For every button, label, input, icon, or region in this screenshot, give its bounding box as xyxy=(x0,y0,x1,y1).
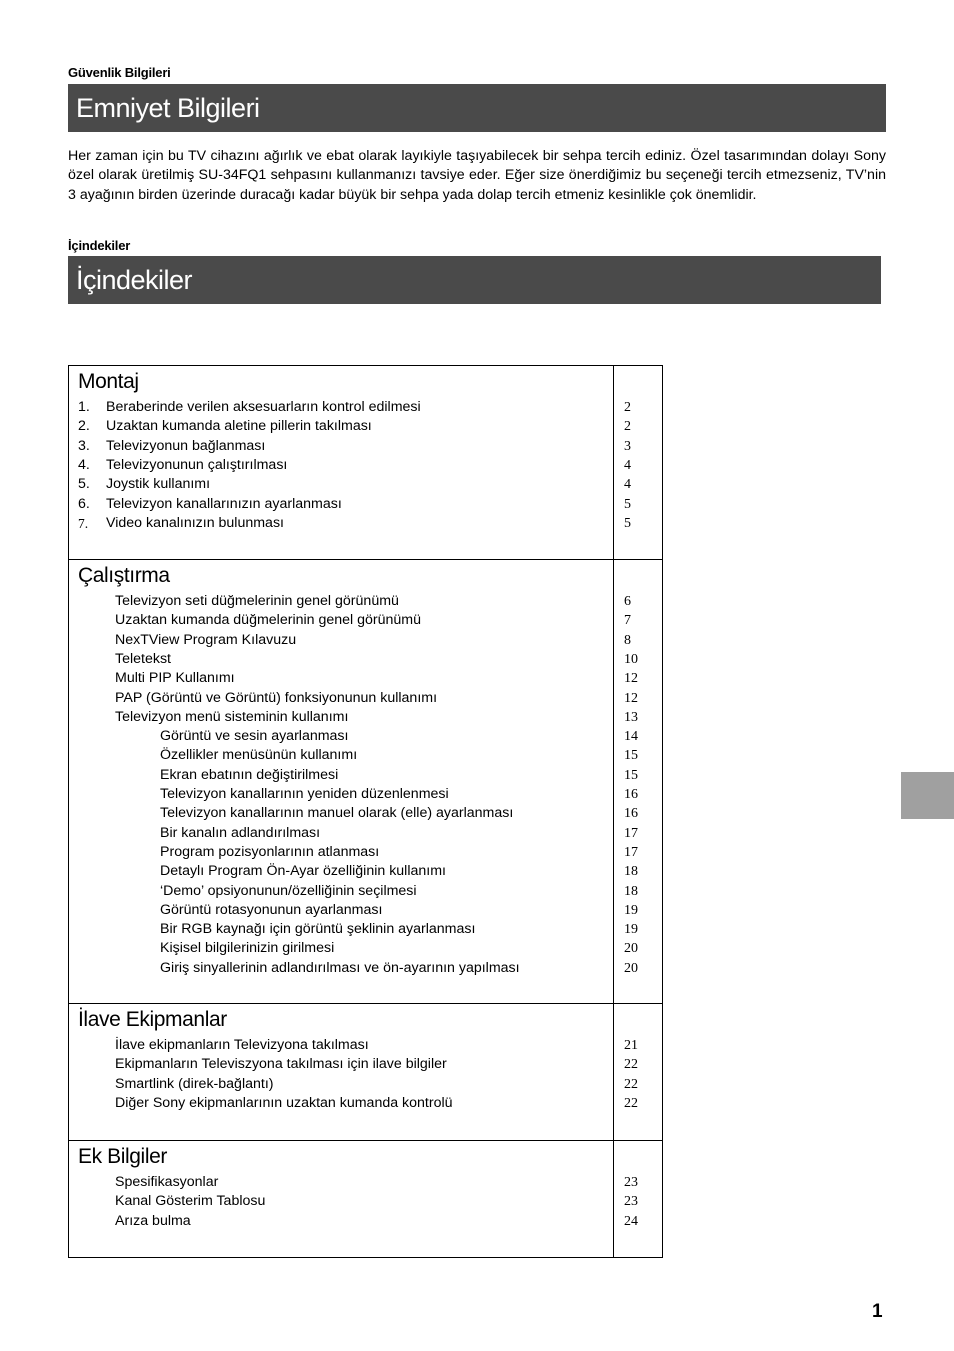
safety-intro-paragraph: Her zaman için bu TV cihazını ağırlık ve ebat olarak layıkiyle taşıyabilecek bir sehpa tercih ediniz. Özel tasarımından dolayı Sony özel olarak üretilmiş SU-34FQ1 sehpasını kullanmanızı tavsiye eder. Eğer size önerdiğimiz bu seçeneği tercih etmezseniz, TV’nin 3 ayağının birden üzerinde duracağı kadar büyük bir sehpa yada dolap tercih etmeniz kesinlikle çok önemlidir. xyxy=(68,148,886,203)
toc-entry-text: Kanal Gösterim Tablosu xyxy=(115,1193,266,1210)
toc-entry-text: Televizyonunun çalıştırılması xyxy=(106,456,288,473)
toc-entry-text: Arıza bulma xyxy=(115,1212,191,1229)
toc-entry-page: 4 xyxy=(624,457,631,473)
toc-entry-page: 4 xyxy=(624,477,631,493)
toc-entry-text: Spesifikasyonlar xyxy=(115,1174,219,1190)
toc-entry-text: Video kanalınızın bulunması xyxy=(106,514,284,531)
toc-entry-page: 14 xyxy=(624,729,638,745)
toc-entry-text: Beraberinde verilen aksesuarların kontrol edilmesi xyxy=(106,399,421,415)
toc-entry-number: 5. xyxy=(78,476,90,493)
toc-entry-page: 12 xyxy=(624,671,638,687)
toc-entry[interactable] xyxy=(69,611,662,630)
toc-section-title: İlave Ekipmanlar xyxy=(78,1008,227,1031)
toc-section xyxy=(69,1141,662,1259)
toc-entry[interactable] xyxy=(69,1192,662,1211)
toc-entry-page: 15 xyxy=(624,748,638,764)
toc-entry[interactable] xyxy=(69,959,662,978)
toc-entry[interactable] xyxy=(69,1055,662,1074)
contents-title-banner: İçindekiler xyxy=(68,256,881,304)
toc-entry[interactable] xyxy=(69,785,662,804)
toc-entry-page: 13 xyxy=(624,709,638,725)
toc-entry-text: Program pozisyonlarının atlanması xyxy=(160,843,380,860)
toc-entry[interactable] xyxy=(69,766,662,785)
toc-entry-text: Televizyon menü sisteminin kullanımı xyxy=(115,708,349,725)
toc-section xyxy=(69,1004,662,1141)
toc-entry-number: 7. xyxy=(78,515,89,531)
toc-entry[interactable] xyxy=(69,495,662,514)
toc-entry-text: Özellikler menüsünün kullanımı xyxy=(160,747,358,764)
toc-entry[interactable] xyxy=(69,650,662,669)
toc-entry[interactable] xyxy=(69,862,662,881)
toc-entry-page: 20 xyxy=(624,941,638,957)
toc-entry-page: 21 xyxy=(624,1038,638,1053)
toc-entry[interactable] xyxy=(69,475,662,494)
toc-entry-number: 2. xyxy=(78,418,90,435)
toc-entry[interactable] xyxy=(69,843,662,862)
toc-entry-number: 4. xyxy=(78,456,90,473)
toc-entry-page: 19 xyxy=(624,902,638,918)
section-label-contents: İçindekiler xyxy=(68,238,131,253)
toc-entry-number: 6. xyxy=(78,495,90,512)
toc-entry-text: İlave ekipmanların Televizyona takılması xyxy=(115,1037,369,1053)
toc-entry[interactable] xyxy=(69,689,662,708)
toc-entry[interactable] xyxy=(69,824,662,843)
toc-entry-page: 20 xyxy=(624,960,638,976)
toc-entry[interactable] xyxy=(69,901,662,920)
toc-entry[interactable] xyxy=(69,708,662,727)
toc-entry-text: Smartlink (direk-bağlantı) xyxy=(115,1075,274,1092)
toc-section xyxy=(69,366,662,560)
toc-entry-page: 12 xyxy=(624,690,638,706)
toc-entry-text: Televizyon kanallarınızın ayarlanması xyxy=(106,495,342,512)
toc-entry-page: 16 xyxy=(624,787,638,802)
toc-entry[interactable] xyxy=(69,727,662,746)
toc-entry-page: 6 xyxy=(624,594,631,609)
toc-entry[interactable] xyxy=(69,882,662,901)
toc-entry-text: Televizyon seti düğmelerinin genel görünümü xyxy=(115,593,399,609)
toc-entry[interactable] xyxy=(69,746,662,765)
toc-entry[interactable] xyxy=(69,437,662,456)
toc-entry-text: Bir RGB kaynağı için görüntü şeklinin ayarlanması xyxy=(160,921,476,938)
toc-entry-text: Detaylı Program Ön-Ayar özelliğinin kullanımı xyxy=(160,863,446,880)
toc-entry-number: 3. xyxy=(78,437,90,454)
toc-entry-text: Uzaktan kumanda aletine pillerin takılması xyxy=(106,418,372,435)
toc-entry-number: 1. xyxy=(78,399,90,415)
toc-section-title: Ek Bilgiler xyxy=(78,1145,167,1168)
toc-entry-page: 17 xyxy=(624,825,638,841)
toc-entry-page: 2 xyxy=(624,400,631,415)
toc-entry-text: Televizyon kanallarının yeniden düzenlenmesi xyxy=(160,786,449,802)
toc-entry-page: 23 xyxy=(624,1175,638,1190)
toc-entry[interactable] xyxy=(69,592,662,611)
toc-entry[interactable] xyxy=(69,456,662,475)
toc-entry[interactable] xyxy=(69,939,662,958)
toc-entry-page: 10 xyxy=(624,651,638,667)
toc-entry-text: PAP (Görüntü ve Görüntü) fonksiyonunun kullanımı xyxy=(115,689,438,706)
toc-entry-text: Bir kanalın adlandırılması xyxy=(160,824,321,841)
toc-entry[interactable] xyxy=(69,920,662,939)
section-label-safety: Güvenlik Bilgileri xyxy=(68,65,171,80)
toc-entry[interactable] xyxy=(69,1075,662,1094)
toc-entry-text: Ekran ebatının değiştirilmesi xyxy=(160,766,339,783)
toc-entry-text: Uzaktan kumanda düğmelerinin genel görünümü xyxy=(115,612,422,629)
toc-entry[interactable] xyxy=(69,514,662,533)
toc-entry-page: 22 xyxy=(624,1095,638,1111)
safety-title-banner: Emniyet Bilgileri xyxy=(68,84,886,132)
toc-entry-text: Televizyon kanallarının manuel olarak (elle) ayarlanması xyxy=(160,805,514,822)
toc-entry[interactable] xyxy=(69,1094,662,1113)
toc-entry[interactable] xyxy=(69,417,662,436)
toc-entry[interactable] xyxy=(69,669,662,688)
toc-entry-page: 18 xyxy=(624,864,638,880)
toc-entry-page: 5 xyxy=(624,496,631,512)
toc-entry-text: Görüntü rotasyonunun ayarlanması xyxy=(160,901,383,918)
side-tab-marker xyxy=(901,772,954,819)
toc-entry-page: 23 xyxy=(624,1194,638,1210)
toc-entry-page: 24 xyxy=(624,1213,638,1229)
toc-entry[interactable] xyxy=(69,631,662,650)
toc-entry-page: 22 xyxy=(624,1057,638,1073)
toc-entry-page: 19 xyxy=(624,922,638,938)
toc-entry-page: 8 xyxy=(624,632,631,648)
toc-entry-text: Joystik kullanımı xyxy=(106,476,211,493)
toc-entry[interactable] xyxy=(69,804,662,823)
toc-entry-text: ‘Demo’ opsiyonunun/özelliğinin seçilmesi xyxy=(160,882,417,899)
table-of-contents xyxy=(68,365,663,1258)
toc-entry[interactable] xyxy=(69,398,662,417)
toc-entry-page: 5 xyxy=(624,515,631,531)
page-number: 1 xyxy=(872,1301,883,1322)
toc-entry[interactable] xyxy=(69,1036,662,1055)
toc-entry-page: 22 xyxy=(624,1076,638,1092)
toc-entry-text: Giriş sinyallerinin adlandırılması ve ön-ayarının yapılması xyxy=(160,959,520,976)
toc-section-title: Çalıştırma xyxy=(78,564,170,587)
toc-entry[interactable] xyxy=(69,1212,662,1231)
toc-entry-page: 2 xyxy=(624,419,631,435)
toc-entry-text: Ekipmanların Televiszyona takılması için ilave bilgiler xyxy=(115,1056,447,1073)
toc-entry-page: 18 xyxy=(624,883,638,899)
toc-entry-page: 15 xyxy=(624,767,638,783)
toc-entry-text: Görüntü ve sesin ayarlanması xyxy=(160,728,349,745)
toc-entry-text: Televizyonun bağlanması xyxy=(106,437,266,454)
toc-entry[interactable] xyxy=(69,1173,662,1192)
toc-entry-page: 16 xyxy=(624,806,638,822)
toc-entry-text: Diğer Sony ekipmanlarının uzaktan kumanda kontrolü xyxy=(115,1094,453,1111)
toc-entry-text: NexTView Program Kılavuzu xyxy=(115,631,297,648)
toc-entry-page: 3 xyxy=(624,438,631,454)
toc-section-title: Montaj xyxy=(78,370,139,393)
toc-entry-text: Teletekst xyxy=(115,650,171,667)
toc-entry-text: Kişisel bilgilerinizin girilmesi xyxy=(160,940,335,957)
toc-entry-text: Multi PIP Kullanımı xyxy=(115,670,235,687)
toc-section xyxy=(69,560,662,1004)
toc-entry-page: 7 xyxy=(624,613,631,629)
toc-entry-page: 17 xyxy=(624,844,638,860)
